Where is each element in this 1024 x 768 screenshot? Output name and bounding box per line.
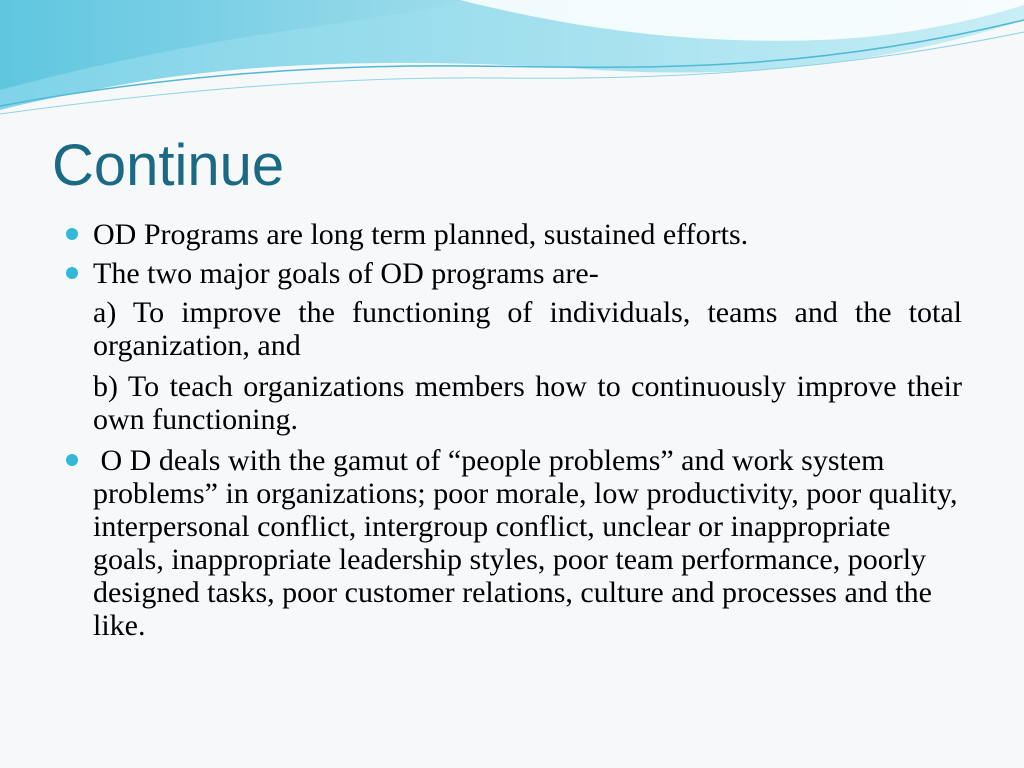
bullet-dot-icon bbox=[66, 267, 78, 279]
bullet-text: The two major goals of OD programs are- bbox=[93, 257, 599, 290]
header-wave-decoration bbox=[0, 0, 1024, 130]
bullet-item bbox=[64, 257, 962, 290]
bullet-item bbox=[64, 444, 966, 642]
bullet-text: OD Programs are long term planned, sustained efforts. bbox=[93, 218, 749, 251]
slide-title: Continue bbox=[52, 133, 285, 198]
sub-item-b: b) To teach organizations members how to continuously improve their own functioning. bbox=[93, 370, 962, 436]
slide-content bbox=[64, 218, 966, 648]
bullet-dot-icon bbox=[66, 228, 78, 240]
bullet-text: O D deals with the gamut of “people problems” and work system problems” in organizations; poor morale, low productivity, poor quality, interpersonal conflict, intergroup conflict, unclear or inappropriate goals, inappropriate leadership styles, poor team performance, poorly designed tasks, poor customer relations, culture and processes and the like. bbox=[93, 444, 966, 642]
bullet-item bbox=[64, 218, 962, 251]
bullet-dot-icon bbox=[66, 454, 78, 466]
sub-item-a: a) To improve the functioning of individuals, teams and the total organization, and bbox=[93, 296, 962, 362]
